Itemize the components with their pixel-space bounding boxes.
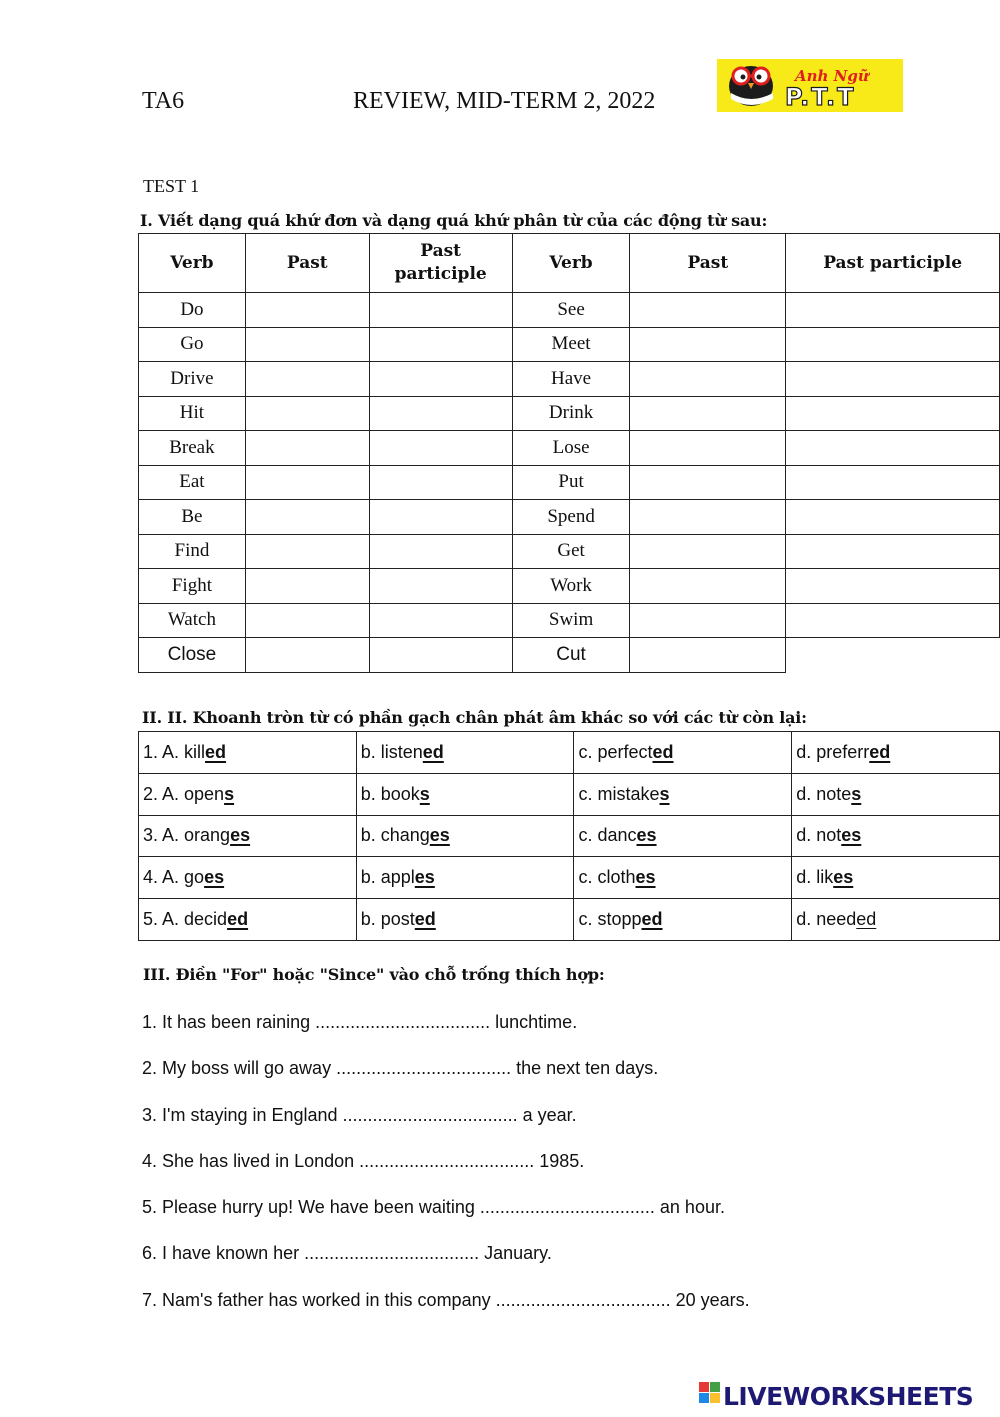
section-1-heading: I. Viết dạng quá khứ đơn và dạng quá khứ phân từ của các động từ sau: [140,211,768,230]
answer-option[interactable] [574,815,792,857]
table-row [139,327,1000,362]
answer-option[interactable] [356,773,574,815]
answer-option[interactable] [574,773,792,815]
participle-answer-cell[interactable] [369,362,512,397]
option-text: b. post [360,909,415,930]
table-row [139,899,1000,941]
past-answer-cell[interactable] [630,569,786,604]
table-row [139,815,1000,857]
fill-sentence-6: 6. I have known her ................................... January. [142,1243,552,1263]
fill-sentence-2: 2. My boss will go away ................................... the next ten days. [142,1058,659,1078]
participle-answer-cell[interactable] [369,465,512,500]
option-text: c. cloth [578,867,636,888]
blocks-icon [699,1382,720,1403]
school-logo [717,59,903,112]
fill-sentence-7: 7. Nam's father has worked in this company ................................... 20 years. [142,1290,750,1310]
past-answer-cell[interactable] [245,569,369,604]
answer-option[interactable] [792,732,1000,774]
answer-option[interactable] [356,857,574,899]
past-answer-cell[interactable] [245,293,369,328]
section-3-heading: III. Điền "For" hoặc "Since" vào chỗ trống thích hợp: [143,965,605,984]
table-row [139,638,1000,673]
underlined-ending: ed [422,741,444,762]
column-header: Verb [139,234,246,293]
table-row [139,293,1000,328]
option-text: d. preferr [796,741,870,762]
option-text: c. mistake [578,783,660,804]
underlined-ending: es [204,867,225,888]
participle-answer-cell[interactable] [786,396,1000,431]
past-answer-cell[interactable] [245,431,369,466]
column-header: Past [630,234,786,293]
option-text: c. perfect [578,741,653,762]
test-label: TEST 1 [143,176,200,196]
table-row [139,431,1000,466]
verb-cell: Drink [512,396,630,431]
past-answer-cell[interactable] [630,293,786,328]
participle-answer-cell[interactable] [369,431,512,466]
svg-text:Anh Ngữ: Anh Ngữ [795,67,869,85]
column-header: Past [245,234,369,293]
table-row [139,603,1000,638]
option-text: 3. A. orang [143,825,231,846]
verb-cell: Cut [512,638,630,673]
fill-sentence-4: 4. She has lived in London ................................... 1985. [142,1151,585,1171]
past-answer-cell[interactable] [630,431,786,466]
verb-cell: Hit [139,396,246,431]
answer-option[interactable] [574,732,792,774]
underlined-ending: s [851,783,862,804]
answer-option[interactable] [574,899,792,941]
answer-option[interactable] [792,899,1000,941]
underlined-ending: ed [652,741,674,762]
underlined-ending: s [419,783,430,804]
underlined-ending: es [833,867,854,888]
participle-answer-cell [786,638,1000,673]
svg-text:LIVEWORKSHEETS: LIVEWORKSHEETS [723,1382,974,1411]
past-answer-cell[interactable] [630,638,786,673]
underlined-ending: s [659,783,670,804]
svg-text:P.T.T: P.T.T [785,83,856,111]
underlined-ending: es [636,825,657,846]
option-text: d. not [796,825,842,846]
participle-answer-cell[interactable] [369,603,512,638]
table-row [139,773,1000,815]
liveworksheets-logo [697,1378,997,1412]
verb-cell: See [512,293,630,328]
past-answer-cell[interactable] [630,396,786,431]
answer-option[interactable] [574,857,792,899]
verb-cell: Spend [512,500,630,535]
underlined-ending: es [635,867,656,888]
participle-answer-cell[interactable] [786,431,1000,466]
participle-answer-cell[interactable] [369,534,512,569]
participle-answer-cell[interactable] [786,534,1000,569]
verb-cell: Eat [139,465,246,500]
participle-answer-cell[interactable] [369,293,512,328]
verb-cell: Be [139,500,246,535]
underlined-ending: es [841,825,862,846]
option-text: d. need [796,909,857,930]
underlined-ending: s [224,783,235,804]
past-answer-cell[interactable] [630,500,786,535]
past-answer-cell[interactable] [630,465,786,500]
owl-icon [717,59,903,112]
verb-cell: Put [512,465,630,500]
page-title: REVIEW, MID-TERM 2, 2022 [353,88,656,114]
verb-cell: Lose [512,431,630,466]
option-text: c. danc [578,825,637,846]
verb-cell: Fight [139,569,246,604]
answer-option[interactable] [792,773,1000,815]
participle-answer-cell[interactable] [786,362,1000,397]
option-text: 5. A. decid [143,909,228,930]
verb-cell: Meet [512,327,630,362]
table-row [139,500,1000,535]
past-answer-cell[interactable] [245,465,369,500]
participle-answer-cell[interactable] [369,327,512,362]
participle-answer-cell[interactable] [786,603,1000,638]
participle-answer-cell[interactable] [369,500,512,535]
verb-cell: Break [139,431,246,466]
past-answer-cell[interactable] [245,327,369,362]
answer-option[interactable] [356,732,574,774]
underlined-ending: ed [869,741,891,762]
answer-option[interactable] [356,899,574,941]
answer-option[interactable] [356,815,574,857]
fill-sentence-3: 3. I'm staying in England ................................... a year. [142,1105,577,1125]
column-header: Past participle [786,234,1000,293]
verb-cell: Swim [512,603,630,638]
table-row [139,465,1000,500]
option-text: 1. A. kill [143,741,206,762]
past-answer-cell[interactable] [630,327,786,362]
table-row [139,362,1000,397]
verb-cell: Drive [139,362,246,397]
verb-cell: Have [512,362,630,397]
participle-answer-cell[interactable] [786,500,1000,535]
verb-cell: Get [512,534,630,569]
past-answer-cell[interactable] [245,534,369,569]
participle-answer-cell[interactable] [369,396,512,431]
answer-option[interactable] [792,815,1000,857]
participle-answer-cell[interactable] [369,569,512,604]
underlined-ending: ed [227,909,249,930]
answer-option[interactable] [139,732,357,774]
verb-forms-table [138,233,1000,673]
option-text: 2. A. open [143,783,225,804]
column-header: Past participle [369,234,512,293]
past-answer-cell[interactable] [630,362,786,397]
participle-answer-cell[interactable] [369,638,512,673]
underlined-ending: es [230,825,251,846]
verb-cell: Find [139,534,246,569]
past-answer-cell[interactable] [630,603,786,638]
past-answer-cell[interactable] [245,362,369,397]
underlined-ending: ed [641,909,663,930]
answer-option[interactable] [139,857,357,899]
section-2-heading: II. II. Khoanh tròn từ có phần gạch chân phát âm khác so với các từ còn lại: [142,708,807,727]
underlined-ending: es [414,867,435,888]
verb-cell: Close [139,638,246,673]
option-text: b. chang [360,825,430,846]
past-answer-cell[interactable] [245,603,369,638]
option-text: d. lik [796,867,834,888]
verb-cell: Go [139,327,246,362]
fill-sentence-1: 1. It has been raining ................................... lunchtime. [142,1012,578,1032]
fill-sentence-5: 5. Please hurry up! We have been waiting ................................... an hour. [142,1197,725,1217]
table-row [139,534,1000,569]
underlined-ending: ed [414,909,436,930]
underlined-ending: ed [856,909,877,930]
participle-answer-cell[interactable] [786,569,1000,604]
option-text: 4. A. go [143,867,205,888]
participle-answer-cell[interactable] [786,327,1000,362]
answer-option[interactable] [139,773,357,815]
answer-option[interactable] [139,815,357,857]
option-text: d. note [796,783,852,804]
column-header: Verb [512,234,630,293]
past-answer-cell[interactable] [245,500,369,535]
past-answer-cell[interactable] [630,534,786,569]
verb-cell: Do [139,293,246,328]
verb-table-header [139,234,1000,293]
option-text: b. listen [360,741,423,762]
class-label: TA6 [142,88,185,114]
pronunciation-table [138,731,1000,941]
verb-cell: Work [512,569,630,604]
table-row [139,396,1000,431]
answer-option[interactable] [792,857,1000,899]
option-text: c. stopp [578,909,642,930]
underlined-ending: ed [205,741,227,762]
option-text: b. book [360,783,420,804]
table-row [139,569,1000,604]
option-text: b. appl [360,867,415,888]
verb-cell: Watch [139,603,246,638]
underlined-ending: es [429,825,450,846]
table-row [139,732,1000,774]
past-answer-cell[interactable] [245,638,369,673]
answer-option[interactable] [139,899,357,941]
past-answer-cell[interactable] [245,396,369,431]
participle-answer-cell[interactable] [786,465,1000,500]
table-row [139,857,1000,899]
participle-answer-cell[interactable] [786,293,1000,328]
